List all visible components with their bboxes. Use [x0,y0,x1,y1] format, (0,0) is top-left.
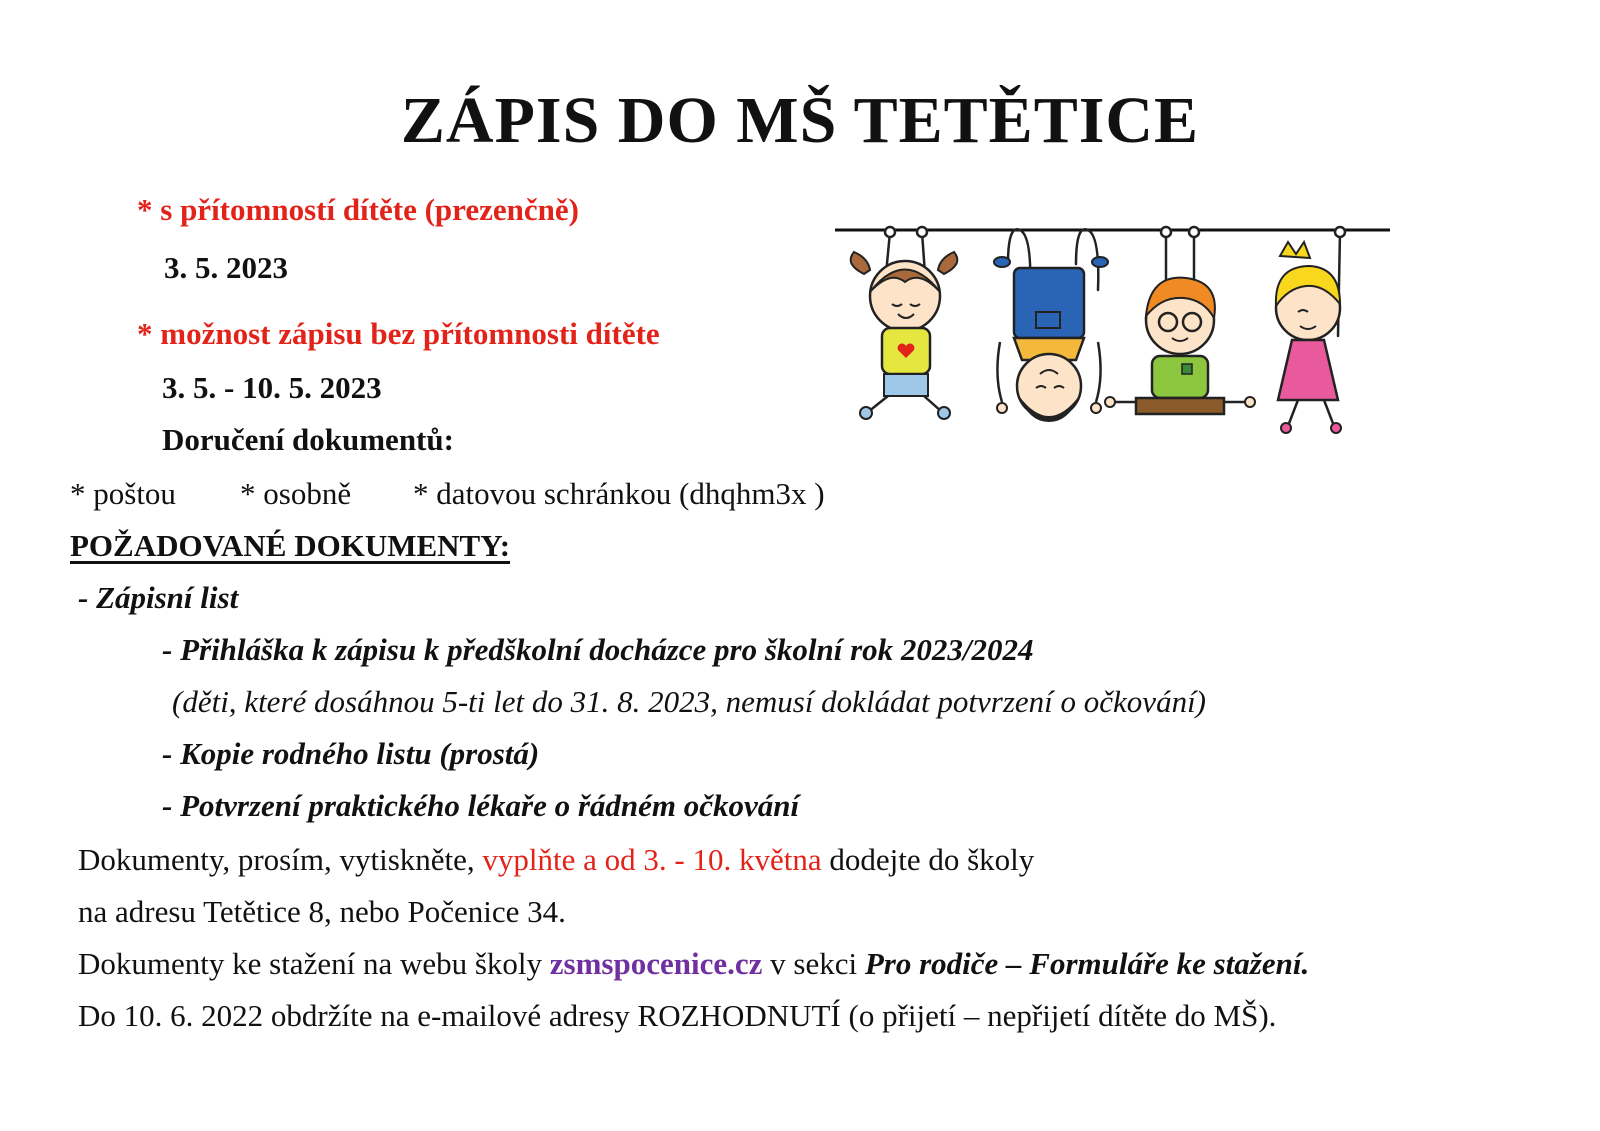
doc-item-birth-certificate: - Kopie rodného listu (prostá) [162,736,540,771]
instructions-line-1-end: dodejte do školy [821,842,1035,877]
required-docs-heading: POŽADOVANÉ DOKUMENTY: [70,528,511,563]
instructions-deadline-highlight: vyplňte a od 3. - 10. května [482,842,822,877]
doc-item-vaccination-confirmation: - Potvrzení praktického lékaře o řádném očkování [162,788,800,823]
delivery-method-post: * poštou [70,476,176,511]
children-hanging-on-bar-icon [830,216,1420,466]
download-section-name: Pro rodiče – Formuláře ke stažení. [864,946,1310,981]
doc-item-enrollment-sheet: - Zápisní list [78,580,239,615]
delivery-heading: Doručení dokumentů: [162,422,454,457]
option-remote-dates: 3. 5. - 10. 5. 2023 [162,370,382,405]
page-title: ZÁPIS DO MŠ TETĚTICE [400,84,1200,157]
instructions-line-3 [78,948,1309,979]
delivery-method-databox: * datovou schránkou (dhqhm3x ) [413,476,825,511]
delivery-method-personal: * osobně [240,476,352,511]
instructions-line-1-start: Dokumenty, prosím, vytiskněte, [78,842,483,877]
instructions-line-3-start: Dokumenty ke stažení na webu školy [78,946,550,981]
option-remote-label: * možnost zápisu bez přítomnosti dítěte [137,316,660,351]
option-in-person-date: 3. 5. 2023 [164,250,288,285]
doc-item-application: - Přihláška k zápisu k předškolní docházce pro školní rok 2023/2024 [162,632,1034,667]
instructions-line-4: Do 10. 6. 2022 obdržíte na e-mailové adresy ROZHODNUTÍ (o přijetí – nepřijetí dítěte do MŠ). [78,998,1277,1033]
option-in-person-label: * s přítomností dítěte (prezenčně) [137,192,579,227]
instructions-line-2: na adresu Tetětice 8, nebo Počenice 34. [78,894,566,929]
school-website-link[interactable]: zsmspocenice.cz [549,946,763,981]
instructions-line-3-mid: v sekci [762,946,865,981]
doc-item-vaccination-note: (děti, které dosáhnou 5-ti let do 31. 8. 2023, nemusí dokládat potvrzení o očkování) [172,684,1207,719]
instructions-line-1 [78,844,1034,875]
